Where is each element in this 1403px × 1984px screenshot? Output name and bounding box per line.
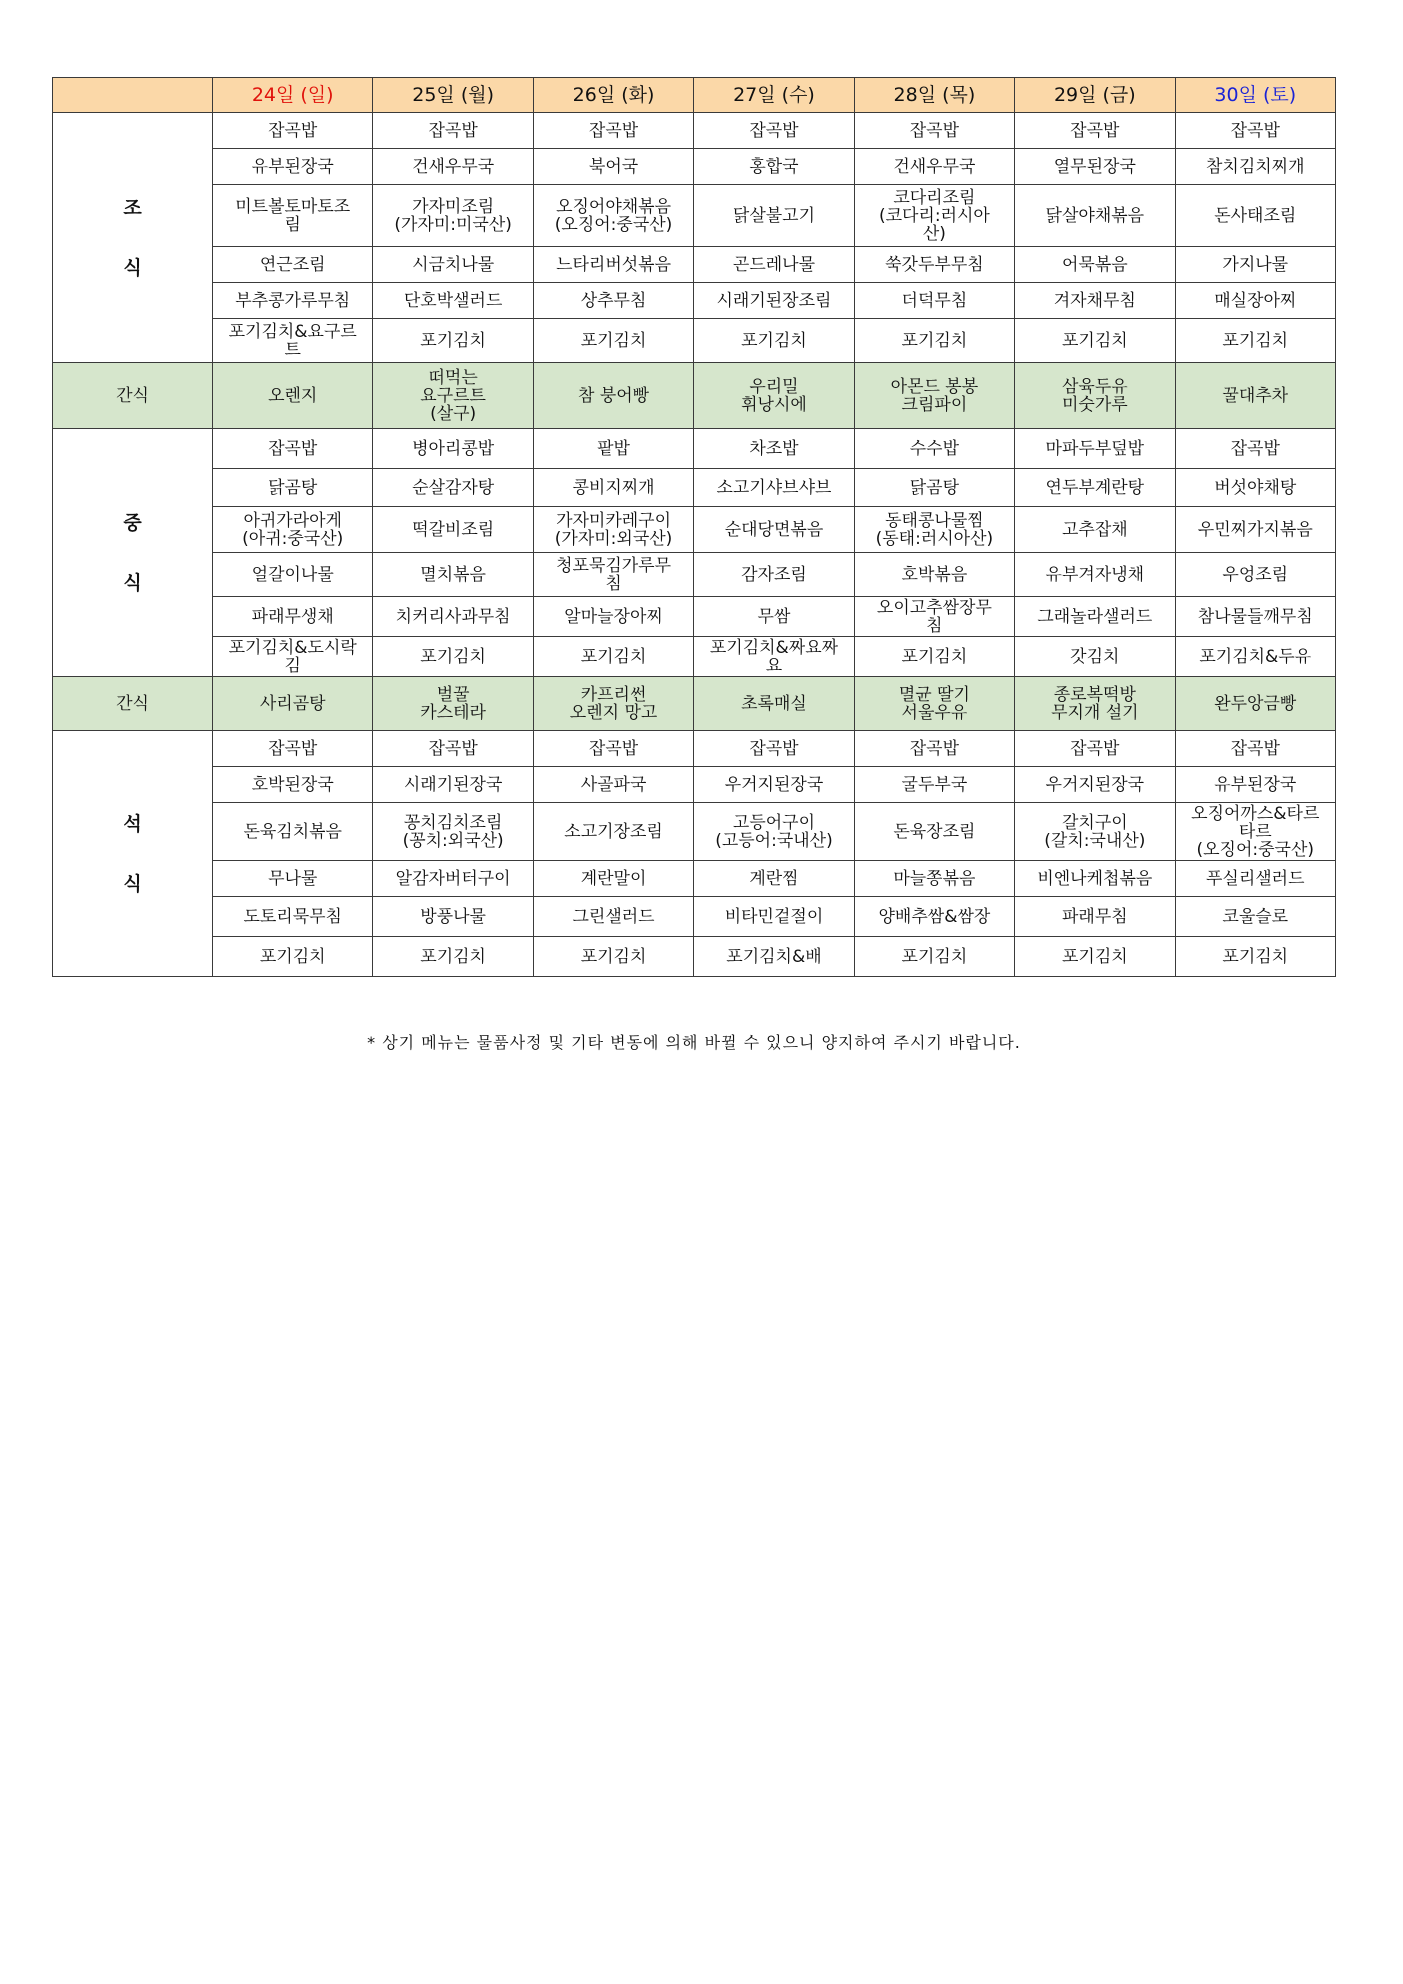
menu-row	[53, 429, 1336, 469]
snack-label: 간식	[53, 363, 213, 429]
menu-item-mon: 알감자버터구이	[373, 861, 533, 897]
menu-item-thu: 오이고추쌈장무 침	[854, 597, 1014, 637]
menu-row	[53, 861, 1336, 897]
menu-item-thu: 건새우무국	[854, 149, 1014, 185]
snack-item-tue: 카프리썬 오렌지 망고	[533, 677, 693, 731]
menu-item-mon: 건새우무국	[373, 149, 533, 185]
menu-item-tue: 상추무침	[533, 283, 693, 319]
menu-item-sun: 잡곡밥	[213, 731, 373, 767]
menu-item-sat: 오징어까스&타르 타르 (오징어:중국산)	[1175, 803, 1335, 861]
header-corner-cell	[53, 78, 213, 113]
menu-item-tue: 가자미카레구이 (가자미:외국산)	[533, 507, 693, 553]
menu-item-mon: 방풍나물	[373, 897, 533, 937]
menu-item-thu: 더덕무침	[854, 283, 1014, 319]
menu-item-sun: 아귀가라아게 (아귀:중국산)	[213, 507, 373, 553]
menu-item-sun: 유부된장국	[213, 149, 373, 185]
menu-item-thu: 코다리조림 (코다리:러시아 산)	[854, 185, 1014, 247]
menu-row	[53, 803, 1336, 861]
menu-item-fri: 비엔나케첩볶음	[1015, 861, 1175, 897]
menu-item-tue: 잡곡밥	[533, 731, 693, 767]
menu-row	[53, 553, 1336, 597]
snack-item-thu: 아몬드 봉봉 크림파이	[854, 363, 1014, 429]
menu-item-sun: 미트볼토마토조 림	[213, 185, 373, 247]
menu-item-tue: 잡곡밥	[533, 113, 693, 149]
menu-item-fri: 잡곡밥	[1015, 113, 1175, 149]
menu-item-sun: 돈육김치볶음	[213, 803, 373, 861]
snack-item-thu: 멸균 딸기 서울우유	[854, 677, 1014, 731]
menu-row	[53, 247, 1336, 283]
menu-item-sat: 버섯야채탕	[1175, 469, 1335, 507]
menu-item-sat: 포기김치	[1175, 937, 1335, 977]
menu-item-thu: 포기김치	[854, 319, 1014, 363]
menu-row	[53, 469, 1336, 507]
menu-item-sun: 도토리묵무침	[213, 897, 373, 937]
menu-item-sat: 참나물들깨무침	[1175, 597, 1335, 637]
menu-item-wed: 포기김치&배	[694, 937, 854, 977]
menu-row	[53, 731, 1336, 767]
menu-item-tue: 느타리버섯볶음	[533, 247, 693, 283]
meal-label-char: 조	[123, 196, 142, 219]
menu-item-thu: 포기김치	[854, 937, 1014, 977]
menu-item-mon: 떡갈비조림	[373, 507, 533, 553]
menu-item-fri: 연두부계란탕	[1015, 469, 1175, 507]
day-header-wed: 27일 (수)	[694, 78, 854, 113]
menu-item-tue: 포기김치	[533, 319, 693, 363]
weekly-menu-table	[52, 77, 1336, 977]
menu-item-wed: 우거지된장국	[694, 767, 854, 803]
menu-item-thu: 닭곰탕	[854, 469, 1014, 507]
menu-row	[53, 319, 1336, 363]
menu-item-tue: 청포묵김가루무 침	[533, 553, 693, 597]
menu-item-fri: 그래놀라샐러드	[1015, 597, 1175, 637]
menu-item-wed: 고등어구이 (고등어:국내산)	[694, 803, 854, 861]
menu-item-sat: 매실장아찌	[1175, 283, 1335, 319]
menu-item-thu: 잡곡밥	[854, 113, 1014, 149]
meal-label-char: 석	[123, 812, 142, 835]
menu-item-fri: 유부겨자냉채	[1015, 553, 1175, 597]
meal-label-char: 식	[123, 256, 142, 279]
snack-item-sat: 꿀대추차	[1175, 363, 1335, 429]
menu-item-fri: 갈치구이 (갈치:국내산)	[1015, 803, 1175, 861]
menu-item-fri: 어묵볶음	[1015, 247, 1175, 283]
menu-item-tue: 포기김치	[533, 937, 693, 977]
snack-item-sat: 완두앙금빵	[1175, 677, 1335, 731]
menu-item-wed: 포기김치&짜요짜 요	[694, 637, 854, 677]
menu-item-sun: 파래무생채	[213, 597, 373, 637]
menu-item-sat: 우민찌가지볶음	[1175, 507, 1335, 553]
snack-item-sun: 사리곰탕	[213, 677, 373, 731]
footnote: * 상기 메뉴는 물품사정 및 기타 변동에 의해 바뀔 수 있으니 양지하여 주시기 바랍니다.	[367, 1033, 1021, 1052]
menu-item-mon: 시래기된장국	[373, 767, 533, 803]
snack-row	[53, 677, 1336, 731]
menu-item-thu: 잡곡밥	[854, 731, 1014, 767]
menu-item-sun: 잡곡밥	[213, 429, 373, 469]
menu-item-fri: 잡곡밥	[1015, 731, 1175, 767]
menu-item-fri: 닭살야채볶음	[1015, 185, 1175, 247]
meal-label-char: 식	[123, 872, 142, 895]
menu-item-sat: 코울슬로	[1175, 897, 1335, 937]
menu-item-mon: 잡곡밥	[373, 731, 533, 767]
menu-item-fri: 파래무침	[1015, 897, 1175, 937]
menu-item-sun: 잡곡밥	[213, 113, 373, 149]
menu-item-tue: 팥밥	[533, 429, 693, 469]
meal-label-char: 식	[123, 571, 142, 594]
menu-row	[53, 113, 1336, 149]
menu-item-wed: 잡곡밥	[694, 731, 854, 767]
menu-item-wed: 계란찜	[694, 861, 854, 897]
menu-item-mon: 꽁치김치조림 (꽁치:외국산)	[373, 803, 533, 861]
menu-item-sat: 유부된장국	[1175, 767, 1335, 803]
menu-item-fri: 포기김치	[1015, 937, 1175, 977]
snack-item-tue: 참 붕어빵	[533, 363, 693, 429]
snack-item-sun: 오렌지	[213, 363, 373, 429]
menu-item-wed: 닭살불고기	[694, 185, 854, 247]
day-header-thu: 28일 (목)	[854, 78, 1014, 113]
menu-row	[53, 283, 1336, 319]
menu-row	[53, 507, 1336, 553]
menu-item-sat: 잡곡밥	[1175, 731, 1335, 767]
menu-item-mon: 잡곡밥	[373, 113, 533, 149]
menu-item-sun: 부추콩가루무침	[213, 283, 373, 319]
menu-item-tue: 오징어야채볶음 (오징어:중국산)	[533, 185, 693, 247]
meal-label-char: 중	[123, 511, 142, 534]
menu-item-wed: 비타민겉절이	[694, 897, 854, 937]
menu-item-tue: 북어국	[533, 149, 693, 185]
menu-item-wed: 시래기된장조림	[694, 283, 854, 319]
header-row	[53, 78, 1336, 113]
meal-label	[53, 731, 213, 977]
menu-item-sun: 연근조림	[213, 247, 373, 283]
menu-item-thu: 돈육장조림	[854, 803, 1014, 861]
menu-item-thu: 호박볶음	[854, 553, 1014, 597]
menu-item-mon: 순살감자탕	[373, 469, 533, 507]
menu-item-sun: 호박된장국	[213, 767, 373, 803]
menu-row	[53, 149, 1336, 185]
menu-item-fri: 갓김치	[1015, 637, 1175, 677]
snack-item-fri: 삼육두유 미숫가루	[1015, 363, 1175, 429]
menu-body	[53, 113, 1336, 977]
menu-item-thu: 양배추쌈&쌈장	[854, 897, 1014, 937]
menu-item-mon: 가자미조림 (가자미:미국산)	[373, 185, 533, 247]
menu-item-wed: 차조밥	[694, 429, 854, 469]
menu-item-mon: 멸치볶음	[373, 553, 533, 597]
menu-item-thu: 쑥갓두부무침	[854, 247, 1014, 283]
menu-item-fri: 고추잡채	[1015, 507, 1175, 553]
menu-item-mon: 포기김치	[373, 937, 533, 977]
menu-item-sun: 얼갈이나물	[213, 553, 373, 597]
menu-item-wed: 소고기샤브샤브	[694, 469, 854, 507]
menu-item-sun: 닭곰탕	[213, 469, 373, 507]
menu-item-sun: 포기김치&도시락 김	[213, 637, 373, 677]
day-header-tue: 26일 (화)	[533, 78, 693, 113]
day-header-fri: 29일 (금)	[1015, 78, 1175, 113]
menu-item-fri: 마파두부덮밥	[1015, 429, 1175, 469]
menu-item-mon: 치커리사과무침	[373, 597, 533, 637]
menu-item-sat: 잡곡밥	[1175, 113, 1335, 149]
menu-item-thu: 포기김치	[854, 637, 1014, 677]
snack-row	[53, 363, 1336, 429]
menu-item-sun: 포기김치	[213, 937, 373, 977]
menu-item-tue: 콩비지찌개	[533, 469, 693, 507]
menu-item-mon: 병아리콩밥	[373, 429, 533, 469]
menu-item-tue: 계란말이	[533, 861, 693, 897]
menu-item-mon: 단호박샐러드	[373, 283, 533, 319]
menu-item-sat: 잡곡밥	[1175, 429, 1335, 469]
menu-item-sat: 돈사태조림	[1175, 185, 1335, 247]
menu-item-wed: 순대당면볶음	[694, 507, 854, 553]
menu-item-thu: 수수밥	[854, 429, 1014, 469]
menu-item-tue: 알마늘장아찌	[533, 597, 693, 637]
snack-item-fri: 종로복떡방 무지개 설기	[1015, 677, 1175, 731]
menu-item-mon: 시금치나물	[373, 247, 533, 283]
menu-row	[53, 937, 1336, 977]
menu-item-fri: 열무된장국	[1015, 149, 1175, 185]
menu-item-sat: 참치김치찌개	[1175, 149, 1335, 185]
menu-item-thu: 굴두부국	[854, 767, 1014, 803]
menu-item-fri: 우거지된장국	[1015, 767, 1175, 803]
menu-item-sat: 포기김치	[1175, 319, 1335, 363]
snack-label: 간식	[53, 677, 213, 731]
menu-item-mon: 포기김치	[373, 637, 533, 677]
menu-item-wed: 감자조림	[694, 553, 854, 597]
snack-item-wed: 초록매실	[694, 677, 854, 731]
menu-item-sat: 가지나물	[1175, 247, 1335, 283]
menu-item-thu: 동태콩나물찜 (동태:러시아산)	[854, 507, 1014, 553]
menu-row	[53, 185, 1336, 247]
menu-item-wed: 홍합국	[694, 149, 854, 185]
meal-label	[53, 113, 213, 363]
snack-item-mon: 벌꿀 카스테라	[373, 677, 533, 731]
menu-item-tue: 사골파국	[533, 767, 693, 803]
menu-item-fri: 포기김치	[1015, 319, 1175, 363]
menu-item-sat: 포기김치&두유	[1175, 637, 1335, 677]
menu-item-sat: 우엉조림	[1175, 553, 1335, 597]
menu-item-mon: 포기김치	[373, 319, 533, 363]
menu-row	[53, 637, 1336, 677]
menu-row	[53, 597, 1336, 637]
snack-item-mon: 떠먹는 요구르트 (살구)	[373, 363, 533, 429]
menu-item-tue: 포기김치	[533, 637, 693, 677]
snack-item-wed: 우리밀 휘낭시에	[694, 363, 854, 429]
menu-item-tue: 소고기장조림	[533, 803, 693, 861]
meal-label	[53, 429, 213, 677]
menu-item-wed: 포기김치	[694, 319, 854, 363]
day-header-sun: 24일 (일)	[213, 78, 373, 113]
menu-row	[53, 767, 1336, 803]
day-header-mon: 25일 (월)	[373, 78, 533, 113]
menu-item-wed: 잡곡밥	[694, 113, 854, 149]
menu-item-wed: 무쌈	[694, 597, 854, 637]
menu-row	[53, 897, 1336, 937]
menu-item-sun: 무나물	[213, 861, 373, 897]
menu-item-wed: 곤드레나물	[694, 247, 854, 283]
menu-item-thu: 마늘쫑볶음	[854, 861, 1014, 897]
menu-item-sun: 포기김치&요구르 트	[213, 319, 373, 363]
menu-item-tue: 그린샐러드	[533, 897, 693, 937]
menu-item-sat: 푸실리샐러드	[1175, 861, 1335, 897]
menu-item-fri: 겨자채무침	[1015, 283, 1175, 319]
day-header-sat: 30일 (토)	[1175, 78, 1335, 113]
